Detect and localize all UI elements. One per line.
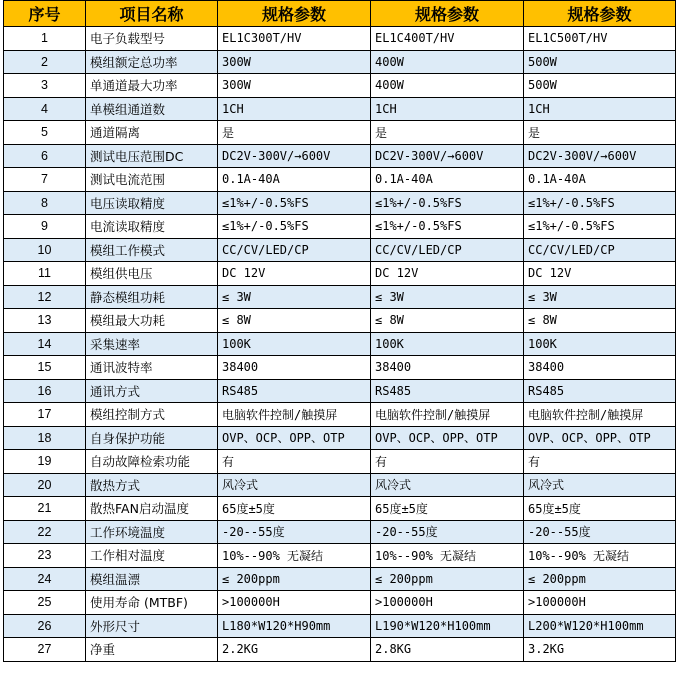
spec-value-1: ≤ 200ppm — [218, 567, 371, 591]
spec-value-3: 65度±5度 — [524, 497, 676, 521]
spec-value-2: ≤ 8W — [371, 309, 524, 333]
item-name: 模组温漂 — [86, 567, 218, 591]
spec-value-1: L180*W120*H90mm — [218, 614, 371, 638]
spec-value-1: ≤1%+/-0.5%FS — [218, 191, 371, 215]
row-index: 3 — [4, 74, 86, 98]
spec-value-3: 500W — [524, 50, 676, 74]
row-index: 12 — [4, 285, 86, 309]
spec-value-1: ≤1%+/-0.5%FS — [218, 215, 371, 239]
item-name: 电子负载型号 — [86, 27, 218, 51]
spec-value-1: 有 — [218, 450, 371, 474]
spec-value-2: OVP、OCP、OPP、OTP — [371, 426, 524, 450]
table-row — [4, 332, 676, 356]
row-index: 13 — [4, 309, 86, 333]
spec-value-1: 0.1A-40A — [218, 168, 371, 192]
table-row — [4, 27, 676, 51]
table-row — [4, 215, 676, 239]
row-index: 7 — [4, 168, 86, 192]
row-index: 17 — [4, 403, 86, 427]
spec-value-2: ≤ 200ppm — [371, 567, 524, 591]
spec-value-3: EL1C500T/HV — [524, 27, 676, 51]
header-row — [4, 1, 676, 27]
table-row — [4, 97, 676, 121]
table-row — [4, 497, 676, 521]
header-spec-3: 规格参数 — [524, 1, 676, 27]
table-row — [4, 262, 676, 286]
spec-value-3: ≤ 8W — [524, 309, 676, 333]
spec-value-3: 是 — [524, 121, 676, 145]
spec-table — [3, 0, 676, 662]
spec-value-3: 38400 — [524, 356, 676, 380]
spec-value-3: 3.2KG — [524, 638, 676, 662]
row-index: 15 — [4, 356, 86, 380]
item-name: 散热FAN启动温度 — [86, 497, 218, 521]
row-index: 22 — [4, 520, 86, 544]
spec-value-3: 风冷式 — [524, 473, 676, 497]
item-name: 使用寿命 (MTBF) — [86, 591, 218, 615]
spec-value-1: 风冷式 — [218, 473, 371, 497]
spec-value-2: 10%--90% 无凝结 — [371, 544, 524, 568]
spec-value-1: EL1C300T/HV — [218, 27, 371, 51]
header-item-name: 项目名称 — [86, 1, 218, 27]
table-row — [4, 50, 676, 74]
spec-value-3: DC 12V — [524, 262, 676, 286]
row-index: 27 — [4, 638, 86, 662]
item-name: 模组最大功耗 — [86, 309, 218, 333]
item-name: 通讯方式 — [86, 379, 218, 403]
item-name: 单模组通道数 — [86, 97, 218, 121]
spec-value-3: ≤1%+/-0.5%FS — [524, 191, 676, 215]
spec-value-2: 0.1A-40A — [371, 168, 524, 192]
spec-value-3: CC/CV/LED/CP — [524, 238, 676, 262]
table-row — [4, 567, 676, 591]
table-row — [4, 614, 676, 638]
spec-value-2: EL1C400T/HV — [371, 27, 524, 51]
spec-value-1: 300W — [218, 50, 371, 74]
spec-value-3: OVP、OCP、OPP、OTP — [524, 426, 676, 450]
spec-value-2: -20--55度 — [371, 520, 524, 544]
spec-value-2: 400W — [371, 50, 524, 74]
row-index: 25 — [4, 591, 86, 615]
header-spec-2: 规格参数 — [371, 1, 524, 27]
table-row — [4, 238, 676, 262]
spec-value-2: 2.8KG — [371, 638, 524, 662]
item-name: 测试电流范围 — [86, 168, 218, 192]
row-index: 5 — [4, 121, 86, 145]
spec-value-2: CC/CV/LED/CP — [371, 238, 524, 262]
spec-value-1: -20--55度 — [218, 520, 371, 544]
table-row — [4, 74, 676, 98]
row-index: 2 — [4, 50, 86, 74]
spec-value-2: 400W — [371, 74, 524, 98]
item-name: 自身保护功能 — [86, 426, 218, 450]
item-name: 静态模组功耗 — [86, 285, 218, 309]
spec-value-1: 65度±5度 — [218, 497, 371, 521]
table-body — [4, 27, 676, 662]
item-name: 单通道最大功率 — [86, 74, 218, 98]
item-name: 通道隔离 — [86, 121, 218, 145]
spec-value-3: -20--55度 — [524, 520, 676, 544]
spec-value-1: 是 — [218, 121, 371, 145]
row-index: 11 — [4, 262, 86, 286]
spec-value-1: 10%--90% 无凝结 — [218, 544, 371, 568]
spec-value-3: L200*W120*H100mm — [524, 614, 676, 638]
table-row — [4, 450, 676, 474]
table-row — [4, 309, 676, 333]
spec-value-3: 1CH — [524, 97, 676, 121]
spec-value-2: ≤1%+/-0.5%FS — [371, 191, 524, 215]
item-name: 模组供电压 — [86, 262, 218, 286]
item-name: 外形尺寸 — [86, 614, 218, 638]
spec-value-1: 300W — [218, 74, 371, 98]
spec-value-2: ≤ 3W — [371, 285, 524, 309]
item-name: 采集速率 — [86, 332, 218, 356]
spec-value-2: L190*W120*H100mm — [371, 614, 524, 638]
table-row — [4, 426, 676, 450]
spec-value-1: RS485 — [218, 379, 371, 403]
row-index: 1 — [4, 27, 86, 51]
row-index: 8 — [4, 191, 86, 215]
spec-value-2: RS485 — [371, 379, 524, 403]
row-index: 26 — [4, 614, 86, 638]
spec-value-3: ≤ 200ppm — [524, 567, 676, 591]
spec-value-3: 10%--90% 无凝结 — [524, 544, 676, 568]
spec-value-1: 1CH — [218, 97, 371, 121]
table-row — [4, 168, 676, 192]
table-row — [4, 356, 676, 380]
spec-value-2: 有 — [371, 450, 524, 474]
spec-value-3: >100000H — [524, 591, 676, 615]
item-name: 电压读取精度 — [86, 191, 218, 215]
header-index: 序号 — [4, 1, 86, 27]
table-row — [4, 121, 676, 145]
spec-value-2: DC2V-300V/→600V — [371, 144, 524, 168]
item-name: 净重 — [86, 638, 218, 662]
item-name: 模组额定总功率 — [86, 50, 218, 74]
spec-value-2: >100000H — [371, 591, 524, 615]
spec-value-3: 有 — [524, 450, 676, 474]
spec-value-1: CC/CV/LED/CP — [218, 238, 371, 262]
row-index: 6 — [4, 144, 86, 168]
spec-value-2: 是 — [371, 121, 524, 145]
item-name: 电流读取精度 — [86, 215, 218, 239]
row-index: 21 — [4, 497, 86, 521]
spec-value-1: >100000H — [218, 591, 371, 615]
spec-value-2: 电脑软件控制/触摸屏 — [371, 403, 524, 427]
row-index: 20 — [4, 473, 86, 497]
spec-value-3: 500W — [524, 74, 676, 98]
table-row — [4, 591, 676, 615]
item-name: 散热方式 — [86, 473, 218, 497]
table-row — [4, 638, 676, 662]
spec-value-3: 100K — [524, 332, 676, 356]
row-index: 4 — [4, 97, 86, 121]
item-name: 模组控制方式 — [86, 403, 218, 427]
spec-value-1: DC2V-300V/→600V — [218, 144, 371, 168]
table-row — [4, 285, 676, 309]
item-name: 工作环境温度 — [86, 520, 218, 544]
spec-value-2: DC 12V — [371, 262, 524, 286]
spec-value-1: DC 12V — [218, 262, 371, 286]
item-name: 通讯波特率 — [86, 356, 218, 380]
row-index: 19 — [4, 450, 86, 474]
row-index: 24 — [4, 567, 86, 591]
spec-value-3: DC2V-300V/→600V — [524, 144, 676, 168]
item-name: 自动故障检索功能 — [86, 450, 218, 474]
spec-value-1: ≤ 3W — [218, 285, 371, 309]
table-row — [4, 544, 676, 568]
spec-value-1: 电脑软件控制/触摸屏 — [218, 403, 371, 427]
spec-value-3: 电脑软件控制/触摸屏 — [524, 403, 676, 427]
item-name: 模组工作模式 — [86, 238, 218, 262]
row-index: 14 — [4, 332, 86, 356]
table-row — [4, 191, 676, 215]
table-row — [4, 520, 676, 544]
spec-value-1: 2.2KG — [218, 638, 371, 662]
row-index: 23 — [4, 544, 86, 568]
spec-value-3: RS485 — [524, 379, 676, 403]
table-row — [4, 403, 676, 427]
spec-value-2: 100K — [371, 332, 524, 356]
spec-value-2: 1CH — [371, 97, 524, 121]
header-spec-1: 规格参数 — [218, 1, 371, 27]
spec-value-2: ≤1%+/-0.5%FS — [371, 215, 524, 239]
spec-value-1: OVP、OCP、OPP、OTP — [218, 426, 371, 450]
spec-value-1: 100K — [218, 332, 371, 356]
spec-value-2: 风冷式 — [371, 473, 524, 497]
table-row — [4, 473, 676, 497]
spec-value-1: ≤ 8W — [218, 309, 371, 333]
spec-value-3: ≤1%+/-0.5%FS — [524, 215, 676, 239]
spec-value-2: 65度±5度 — [371, 497, 524, 521]
table-header — [4, 1, 676, 27]
item-name: 测试电压范围DC — [86, 144, 218, 168]
spec-value-3: 0.1A-40A — [524, 168, 676, 192]
row-index: 18 — [4, 426, 86, 450]
item-name: 工作相对温度 — [86, 544, 218, 568]
spec-value-1: 38400 — [218, 356, 371, 380]
row-index: 9 — [4, 215, 86, 239]
spec-value-2: 38400 — [371, 356, 524, 380]
spec-value-3: ≤ 3W — [524, 285, 676, 309]
table-row — [4, 144, 676, 168]
row-index: 10 — [4, 238, 86, 262]
table-row — [4, 379, 676, 403]
row-index: 16 — [4, 379, 86, 403]
